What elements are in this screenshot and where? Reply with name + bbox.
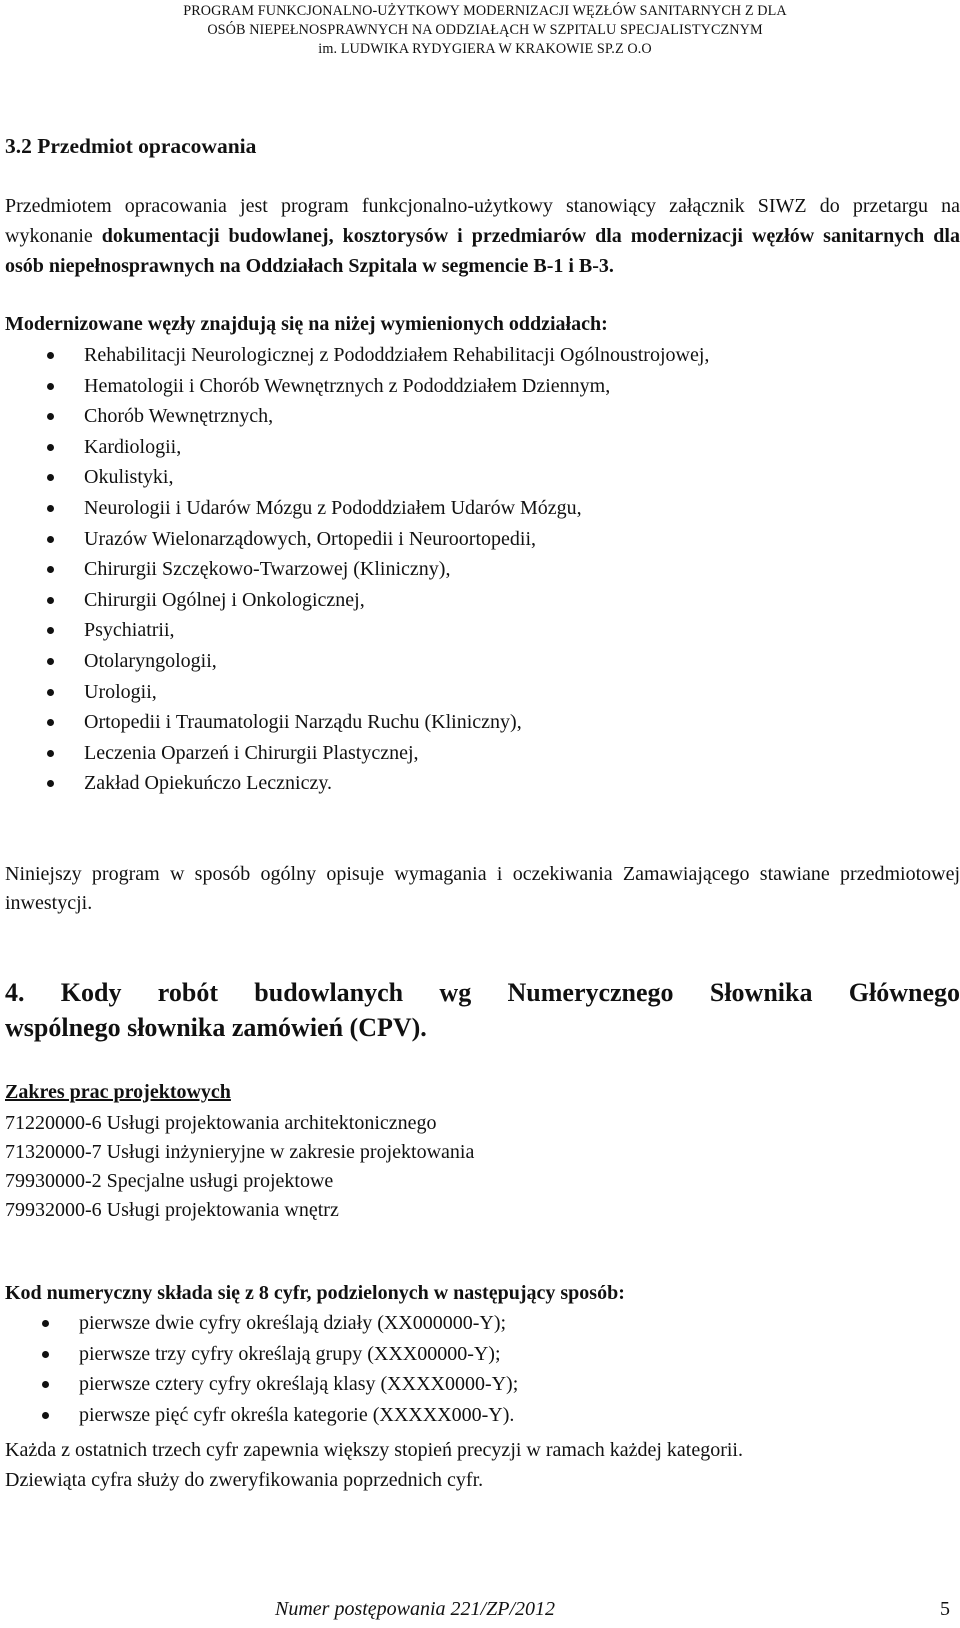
list-item-text: Neurologii i Udarów Mózgu z Pododdziałem Udarów Mózgu,: [84, 496, 582, 519]
list-item: [0, 707, 709, 738]
code-structure-heading: Kod numeryczny składa się z 8 cyfr, podzielonych w następujący sposób:: [5, 1282, 625, 1304]
bullet-icon: [47, 597, 54, 604]
list-item: 79930000-2 Specjalne usługi projektowe: [5, 1170, 334, 1192]
list-item: [0, 615, 709, 646]
bullet-icon: [47, 719, 54, 726]
design-scope-heading: Zakres prac projektowych: [5, 1081, 231, 1103]
intro-paragraph: [5, 191, 960, 281]
list-item: [0, 677, 709, 708]
page-number: 5: [940, 1598, 950, 1620]
list-item: [0, 432, 709, 463]
code-explanation-line-2: Dziewiąta cyfra służy do zweryfikowania poprzednich cyfr.: [5, 1469, 484, 1491]
list-item-text: pierwsze pięć cyfr określa kategorie (XXXXX000-Y).: [79, 1403, 515, 1426]
list-item: [0, 1400, 518, 1431]
bullet-icon: [47, 352, 54, 359]
list-item-text: pierwsze trzy cyfry określają grupy (XXX00000-Y);: [79, 1342, 501, 1365]
section-3-2-heading: 3.2 Przedmiot opracowania: [5, 134, 257, 158]
list-item-text: Urologii,: [84, 680, 157, 703]
bullet-icon: [47, 780, 54, 787]
running-header: [95, 2, 875, 58]
list-item: 79932000-6 Usługi projektowania wnętrz: [5, 1199, 339, 1221]
bullet-icon: [42, 1381, 49, 1388]
bullet-icon: [47, 689, 54, 696]
intro-bold-text: dokumentacji budowlanej, kosztorysów i przedmiarów dla modernizacji węzłów sanitarnych dla osób niepełnosprawnych na Oddziałach Szpitala w segmencie B-1 i B-3.: [5, 225, 960, 277]
list-item-text: Leczenia Oparzeń i Chirurgii Plastycznej,: [84, 741, 419, 764]
bullet-icon: [42, 1320, 49, 1327]
list-item: [0, 401, 709, 432]
section-4-heading-line-1: 4. Kody robót budowlanych wg Numerycznego Słownika Głównego: [5, 978, 960, 1007]
header-line-2: OSÓB NIEPEŁNOSPRAWNYCH NA ODDZIAŁĄCH W SZPITALU SPECJALISTYCZNYM: [207, 21, 763, 38]
list-item: [0, 768, 709, 799]
bullet-icon: [47, 658, 54, 665]
code-explanation-line-1: Każda z ostatnich trzech cyfr zapewnia większy stopień precyzji w ramach każdej kategorii.: [5, 1439, 743, 1461]
list-item-text: Chorób Wewnętrznych,: [84, 405, 274, 428]
bullet-icon: [47, 627, 54, 634]
bullet-icon: [47, 383, 54, 390]
list-item-text: Zakład Opiekuńczo Leczniczy.: [84, 772, 333, 795]
list-item: [0, 462, 709, 493]
list-item-text: Urazów Wielonarządowych, Ortopedii i Neuroortopedii,: [84, 527, 537, 550]
list-item: [0, 585, 709, 616]
bullet-icon: [47, 536, 54, 543]
list-item: [0, 371, 709, 402]
list-item: 71220000-6 Usługi projektowania architektonicznego: [5, 1112, 437, 1134]
code-structure-list: [0, 1308, 518, 1430]
list-item-text: Okulistyki,: [84, 466, 174, 489]
section-4-heading: [5, 975, 960, 1045]
list-item: [0, 1339, 518, 1370]
list-item-text: pierwsze cztery cyfry określają klasy (XXXX0000-Y);: [79, 1373, 519, 1396]
header-line-1: PROGRAM FUNKCJONALNO-UŻYTKOWY MODERNIZACJI WĘZŁÓW SANITARNYCH Z DLA: [183, 3, 787, 19]
intro-plain-text: Przedmiotem opracowania jest program funkcjonalno-użytkowy stanowiący załącznik SIWZ do przetargu na wykonanie: [5, 195, 960, 247]
list-item-text: Ortopedii i Traumatologii Narządu Ruchu (Kliniczny),: [84, 711, 522, 734]
list-item: [0, 1308, 518, 1339]
list-item: [0, 1369, 518, 1400]
section-4-heading-line-2: wspólnego słownika zamówień (CPV).: [5, 1013, 427, 1042]
list-item-text: pierwsze dwie cyfry określają działy (XX000000-Y);: [79, 1312, 507, 1334]
bullet-icon: [47, 413, 54, 420]
footer-reference-number: Numer postępowania 221/ZP/2012: [275, 1598, 556, 1620]
conclusion-paragraph: Niniejszy program w sposób ogólny opisuje wymagania i oczekiwania Zamawiającego stawiane przedmiotowej inwestycji.: [5, 863, 960, 914]
list-item: [0, 493, 709, 524]
list-item-text: Kardiologii,: [84, 435, 182, 458]
list-item: [0, 340, 709, 371]
list-item: [0, 554, 709, 585]
list-item-text: Hematologii i Chorób Wewnętrznych z Pododdziałem Dziennym,: [84, 374, 611, 397]
cpv-codes-list: [5, 1109, 474, 1225]
bullet-icon: [42, 1351, 49, 1358]
bullet-icon: [47, 474, 54, 481]
departments-lead: Modernizowane węzły znajdują się na niżej wymienionych oddziałach:: [5, 313, 608, 335]
list-item: [0, 646, 709, 677]
list-item-text: Psychiatrii,: [84, 619, 175, 642]
code-explanation: [5, 1435, 743, 1495]
list-item-text: Rehabilitacji Neurologicznej z Pododdziałem Rehabilitacji Ogólnoustrojowej,: [84, 344, 710, 366]
bullet-icon: [47, 505, 54, 512]
list-item-text: Chirurgii Ogólnej i Onkologicznej,: [84, 588, 365, 611]
bullet-icon: [47, 566, 54, 573]
list-item-text: Otolaryngologii,: [84, 649, 217, 672]
list-item: [0, 738, 709, 769]
list-item-text: Chirurgii Szczękowo-Twarzowej (Kliniczny),: [84, 558, 451, 581]
bullet-icon: [47, 750, 54, 757]
list-item: [0, 524, 709, 555]
header-line-3: im. LUDWIKA RYDYGIERA W KRAKOWIE SP.Z O.O: [318, 40, 652, 57]
list-item: 71320000-7 Usługi inżynieryjne w zakresie projektowania: [5, 1141, 475, 1163]
bullet-icon: [47, 444, 54, 451]
bullet-icon: [42, 1412, 49, 1419]
departments-list: [0, 340, 709, 799]
